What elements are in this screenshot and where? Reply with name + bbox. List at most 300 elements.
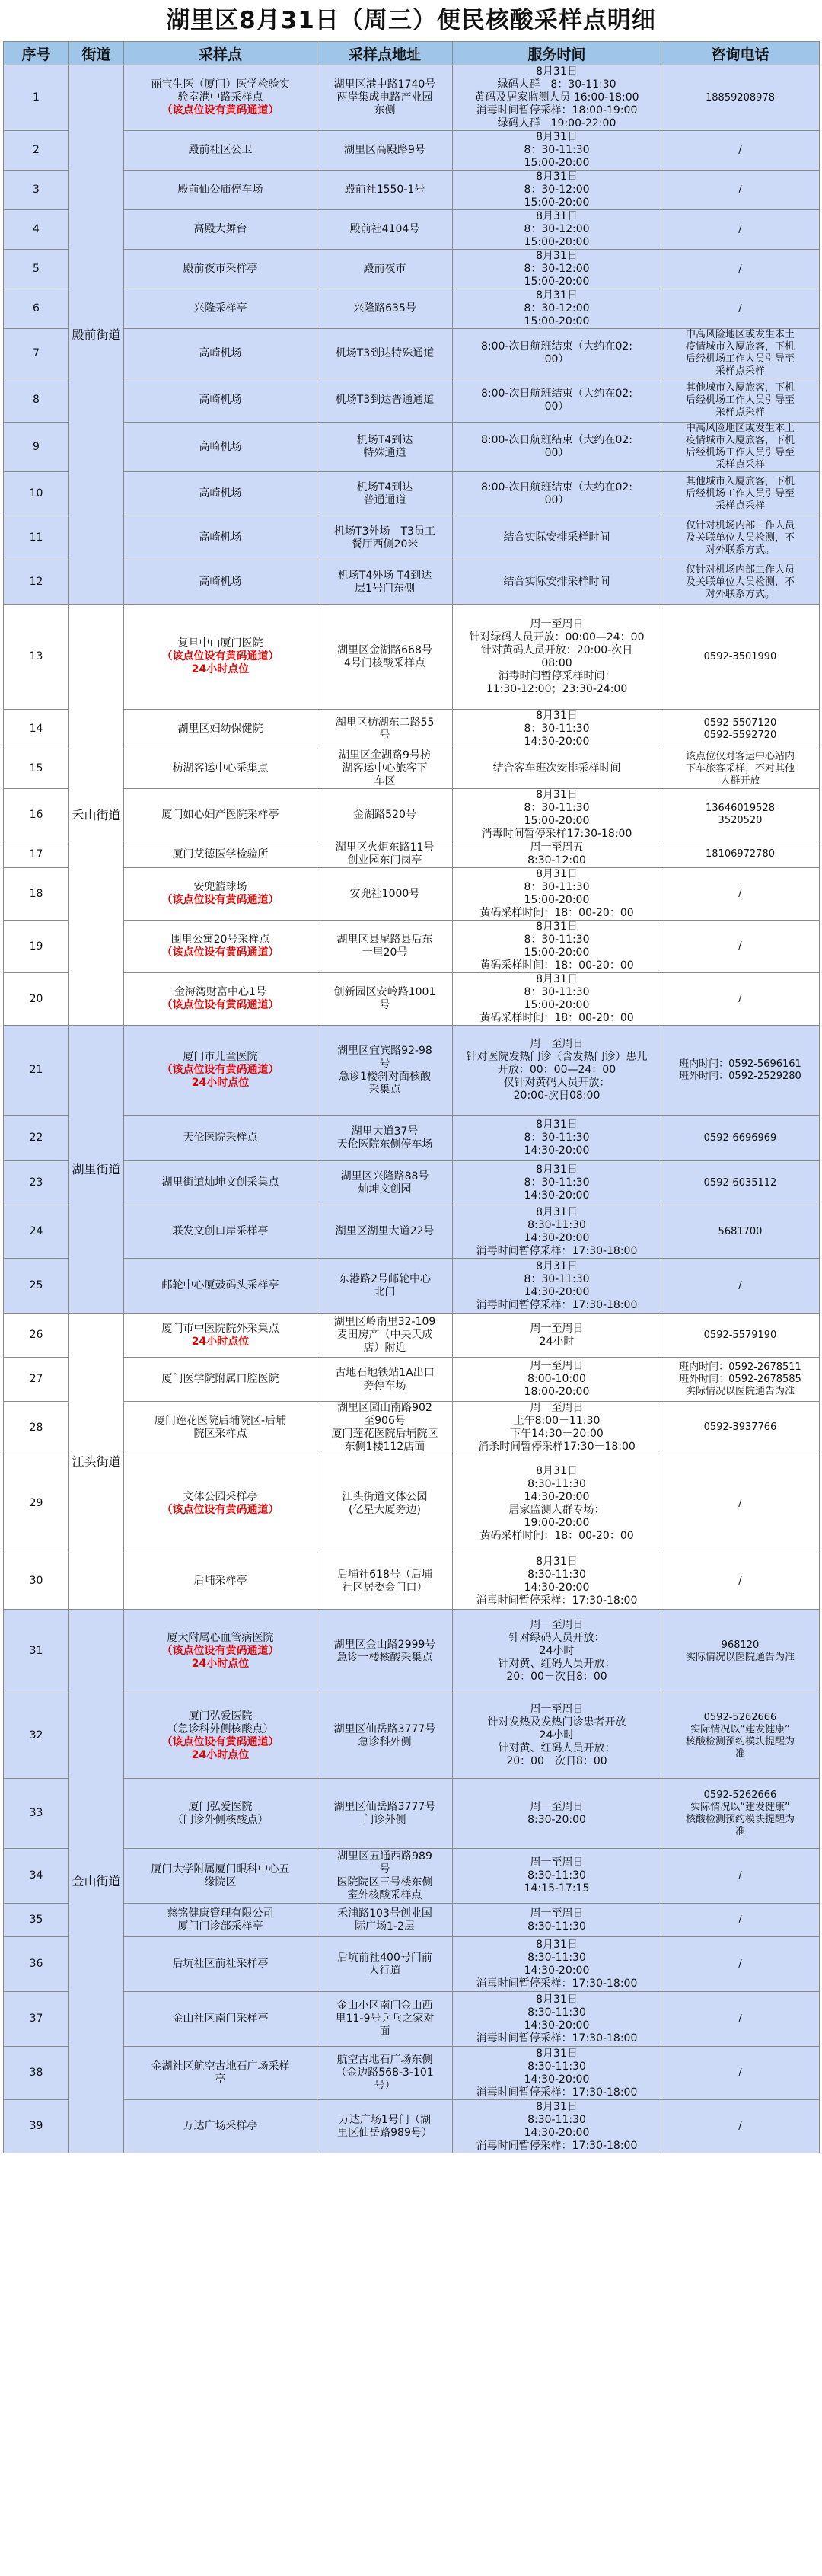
service-time-line: 8：30-11:30 <box>524 1132 590 1144</box>
table-row <box>4 1116 820 1161</box>
site-name-line: 安兜篮球场 <box>193 881 247 893</box>
address-line: 厦门莲花医院后埔院区 <box>331 1428 438 1440</box>
service-time-cell <box>453 423 661 472</box>
service-time-line: 8:30-20:00 <box>527 1813 586 1826</box>
site-highlight-note: 24小时点位 <box>191 1658 250 1670</box>
street-name: 湖里街道 <box>69 1026 124 1314</box>
site-name-line: 金湖社区航空古地石广场采样 <box>151 2060 290 2073</box>
table-row <box>4 973 820 1026</box>
table-row <box>4 560 820 605</box>
address-cell <box>317 1849 453 1904</box>
table-row <box>4 472 820 516</box>
service-time-line: 黄码采样时间：18：00-20：00 <box>480 907 634 919</box>
phone-line: 实际情况以医院通告为准 <box>685 1651 795 1663</box>
service-time-line: 8月31日 <box>536 289 578 302</box>
address-cell <box>317 789 453 841</box>
address-line: 湖里区金山路2999号 <box>333 1638 436 1651</box>
address-line: 天伦医院东侧停车场 <box>336 1138 433 1151</box>
service-time-cell <box>453 131 661 171</box>
site-name-cell <box>124 378 317 423</box>
address-line: 湖里区港中路1740号 <box>333 78 436 91</box>
phone-line: 0592-6035112 <box>703 1176 777 1189</box>
service-time-cell <box>453 841 661 868</box>
phone-cell <box>661 289 820 329</box>
site-highlight-note: （该点位设有黄码通道） <box>161 894 279 906</box>
address-line: 际广场1-2层 <box>355 1920 415 1933</box>
table-row <box>4 516 820 560</box>
phone-cell <box>661 472 820 516</box>
service-time-cell <box>453 289 661 329</box>
service-time-cell <box>453 921 661 973</box>
address-line: 创新园区安岭路1001 <box>333 986 436 998</box>
site-name-line: 厦门弘爱医院 <box>188 1709 253 1722</box>
service-time-cell <box>453 1779 661 1849</box>
phone-cell <box>661 171 820 210</box>
service-time-line: 周一至周日 <box>530 618 584 630</box>
site-name-cell <box>124 1454 317 1553</box>
service-time-line: 8:30-11:30 <box>527 2006 586 2019</box>
service-time-line: 周一至周日 <box>530 1800 584 1813</box>
row-index: 1 <box>4 65 69 131</box>
phone-line: 对外联系方式。 <box>705 544 775 556</box>
site-name-cell <box>124 65 317 131</box>
service-time-line: 周一至周日 <box>530 1907 584 1920</box>
service-time-line: 结合客车班次安排采样时间 <box>492 762 621 774</box>
service-time-line: 14:15-17:15 <box>524 1882 590 1894</box>
address-cell <box>317 1454 453 1553</box>
address-line: 禾浦路103号创业国 <box>337 1907 432 1920</box>
row-index: 11 <box>4 516 69 560</box>
row-index: 7 <box>4 329 69 378</box>
row-index: 32 <box>4 1693 69 1779</box>
phone-line: / <box>738 1497 742 1509</box>
site-name-cell <box>124 210 317 250</box>
row-index: 13 <box>4 605 69 710</box>
service-time-cell <box>453 1205 661 1259</box>
phone-line: 0592-5592720 <box>703 729 777 741</box>
table-row <box>4 423 820 472</box>
service-time-line: 14:30-20:00 <box>524 2073 590 2086</box>
table-row <box>4 1553 820 1610</box>
address-cell <box>317 2100 453 2153</box>
site-name-line: 联发文创口岸采样亭 <box>172 1225 269 1237</box>
site-highlight-note: 24小时点位 <box>191 1077 250 1089</box>
service-time-line: 15:00-20:00 <box>524 315 590 327</box>
address-cell <box>317 131 453 171</box>
phone-line: 后经机场工作人员引导至 <box>685 487 795 500</box>
address-line: 两岸集成电路产业园 <box>336 91 433 104</box>
table-row <box>4 1402 820 1454</box>
phone-line: 仅针对机场内部工作人员 <box>685 563 795 576</box>
site-highlight-note: （该点位设有黄码通道） <box>161 104 279 117</box>
address-line: 麦田房产（中央天成 <box>336 1329 433 1341</box>
address-line: 机场T4到达 <box>356 434 413 446</box>
site-name-line: 后埔采样亭 <box>193 1575 247 1587</box>
row-index: 10 <box>4 472 69 516</box>
header-phone: 咨询电话 <box>661 42 820 65</box>
service-time-line: 8月31日 <box>536 1259 578 1272</box>
service-time-line: 结合实际安排采样时间 <box>503 531 610 544</box>
row-index: 37 <box>4 1992 69 2047</box>
service-time-line: 8:00-次日航班结束（大约在02: <box>480 340 633 353</box>
address-cell <box>317 378 453 423</box>
site-name-cell <box>124 973 317 1026</box>
phone-line: 采样点采样 <box>715 365 765 377</box>
site-name-line: 厦门医学院附属口腔医院 <box>161 1373 279 1385</box>
sampling-table-wrap <box>3 41 819 2153</box>
address-cell <box>317 1779 453 1849</box>
address-line: 号 <box>379 1057 390 1070</box>
service-time-cell <box>453 1937 661 1992</box>
address-line: 面 <box>379 2025 390 2038</box>
service-time-line: 8：30-11:30 <box>524 144 590 156</box>
service-time-cell <box>453 749 661 789</box>
address-line: 湖里区高殿路9号 <box>344 144 425 156</box>
phone-cell <box>661 1992 820 2047</box>
address-line: 兴隆路635号 <box>353 302 416 314</box>
service-time-cell <box>453 789 661 841</box>
phone-cell <box>661 210 820 250</box>
table-row <box>4 868 820 921</box>
address-line: 车区 <box>374 775 396 787</box>
service-time-line: 绿码人群 19:00-22:00 <box>497 117 616 129</box>
address-cell <box>317 1116 453 1161</box>
site-name-line: 院区采样点 <box>193 1428 247 1440</box>
phone-cell <box>661 868 820 921</box>
phone-cell <box>661 378 820 423</box>
row-index: 28 <box>4 1402 69 1454</box>
service-time-line: 8：30-11:30 <box>524 986 590 998</box>
phone-line: 及关联单位人员检测，不 <box>685 531 795 544</box>
service-time-line: 14:30-20:00 <box>524 1144 590 1157</box>
site-name-cell <box>124 841 317 868</box>
site-highlight-note: 24小时点位 <box>191 1748 250 1761</box>
table-row <box>4 1779 820 1849</box>
header-address: 采样点地址 <box>317 42 453 65</box>
phone-line: 0592-3501990 <box>703 650 777 662</box>
service-time-cell <box>453 250 661 289</box>
address-line: 万达广场1号门（湖 <box>339 2113 431 2126</box>
service-time-cell <box>453 560 661 605</box>
service-time-line: 消毒时间暂停采样时间： <box>498 669 616 682</box>
service-time-line: 20：00－次日8：00 <box>506 1671 607 1683</box>
phone-line: / <box>738 2120 742 2132</box>
phone-cell <box>661 789 820 841</box>
address-line: 餐厅西侧20米 <box>351 538 419 551</box>
site-name-line: 慈铭健康管理有限公司 <box>167 1907 274 1920</box>
phone-cell <box>661 1402 820 1454</box>
service-time-line: 针对黄、红码人员开放： <box>498 1658 616 1670</box>
service-time-line: 8:30-11:30 <box>527 1920 586 1933</box>
site-name-cell <box>124 1402 317 1454</box>
service-time-line: 黄码及居家监测人员 16:00-18:00 <box>474 91 639 104</box>
site-name-line: 殿前夜市采样亭 <box>183 263 258 275</box>
service-time-line: 15:00-20:00 <box>524 946 590 959</box>
phone-cell <box>661 1026 820 1116</box>
site-name-line: 金山社区南门采样亭 <box>172 2013 269 2025</box>
service-time-cell <box>453 1116 661 1161</box>
service-time-line: 8月31日 <box>536 710 578 722</box>
street-name: 禾山街道 <box>69 605 124 1026</box>
service-time-cell <box>453 1402 661 1454</box>
service-time-line: 8月31日 <box>536 973 578 985</box>
phone-line: / <box>738 1575 742 1587</box>
row-index: 29 <box>4 1454 69 1553</box>
service-time-line: 24小时 <box>539 1335 575 1348</box>
address-cell <box>317 973 453 1026</box>
service-time-line: 开放：00：00—24：00 <box>497 1064 616 1076</box>
address-line: 后埔社618号（后埔 <box>337 1568 432 1581</box>
row-index: 33 <box>4 1779 69 1849</box>
site-name-line: 高崎机场 <box>199 487 242 500</box>
site-name-line: 邮轮中心厦鼓码头采样亭 <box>161 1279 279 1291</box>
address-line: 店）附近 <box>363 1342 406 1354</box>
site-name-cell <box>124 789 317 841</box>
address-cell <box>317 2047 453 2100</box>
site-name-cell <box>124 1553 317 1610</box>
address-line: 机场T4外场 T4到达 <box>337 569 432 582</box>
phone-line: 班内时间：0592-5696161 <box>679 1058 801 1070</box>
site-name-cell <box>124 329 317 378</box>
service-time-line: 8:30-11:30 <box>527 2113 586 2126</box>
row-index: 8 <box>4 378 69 423</box>
service-time-cell <box>453 171 661 210</box>
phone-line: / <box>738 1914 742 1926</box>
phone-line: 实际情况以医院通告为准 <box>685 1385 795 1397</box>
service-time-line: 8月31日 <box>536 1119 578 1131</box>
address-cell <box>317 710 453 749</box>
phone-cell <box>661 1553 820 1610</box>
service-time-cell <box>453 605 661 710</box>
site-highlight-note: （该点位设有黄码通道） <box>161 1645 279 1657</box>
service-time-line: 8:30-12:00 <box>527 854 586 867</box>
service-time-line: 仅针对黄码人员开放： <box>503 1077 610 1089</box>
site-name-line: 亭 <box>215 2073 226 2086</box>
service-time-line: 消毒时间暂停采样：17:30-18:00 <box>476 2086 638 2099</box>
phone-line: 后经机场工作人员引导至 <box>685 447 795 458</box>
address-cell <box>317 171 453 210</box>
service-time-line: 黄码采样时间：18：00-20：00 <box>480 959 634 972</box>
service-time-line: 8月31日 <box>536 2100 578 2113</box>
row-index: 20 <box>4 973 69 1026</box>
address-line: 北门 <box>374 1285 396 1298</box>
table-header-row <box>4 42 820 65</box>
site-name-line: 厦门艾德医学检验所 <box>172 847 269 860</box>
site-name-cell <box>124 1779 317 1849</box>
table-row <box>4 1693 820 1779</box>
site-name-cell <box>124 1314 317 1358</box>
address-line: 采集点 <box>368 1083 401 1096</box>
address-cell <box>317 921 453 973</box>
site-name-cell <box>124 1116 317 1161</box>
service-time-line: 24小时 <box>539 1729 575 1741</box>
phone-line: / <box>738 263 742 275</box>
site-name-line: 兴隆采样亭 <box>193 302 247 314</box>
address-line: 湖里区兴隆路88号 <box>340 1170 429 1183</box>
address-cell <box>317 1259 453 1314</box>
address-line: 号 <box>379 1863 390 1875</box>
phone-line: 0592-5262666 <box>703 1789 777 1801</box>
address-cell <box>317 1026 453 1116</box>
phone-line: 18106972780 <box>706 848 775 860</box>
phone-line: 核酸检测预约模块提醒为 <box>685 1735 795 1748</box>
address-line: 湖里区县尾路县后东 <box>336 934 433 946</box>
site-name-cell <box>124 1205 317 1259</box>
service-time-line: 黄码采样时间：18：00-20：00 <box>480 1012 634 1024</box>
table-row <box>4 1205 820 1259</box>
phone-line: 仅针对机场内部工作人员 <box>685 519 795 531</box>
address-line: 金湖路520号 <box>353 808 416 821</box>
table-row <box>4 1259 820 1314</box>
site-name-cell <box>124 1358 317 1402</box>
service-time-line: 8:00-次日航班结束（大约在02: <box>480 434 633 446</box>
header-index: 序号 <box>4 42 69 65</box>
site-name-cell <box>124 472 317 516</box>
phone-line: 实际情况以“建发健康” <box>690 1801 790 1813</box>
table-row <box>4 1026 820 1116</box>
address-line: 航空古地石广场东侧 <box>336 2054 433 2066</box>
row-index: 35 <box>4 1904 69 1937</box>
site-name-line: 丽宝生医（厦门）医学检验实 <box>151 78 290 91</box>
service-time-line: 8月31日 <box>536 171 578 183</box>
service-time-line: 8月31日 <box>536 1938 578 1951</box>
service-time-line: 00） <box>544 400 569 413</box>
phone-line: 班外时间：0592-2529280 <box>679 1070 801 1082</box>
service-time-cell <box>453 2047 661 2100</box>
service-time-line: 8月31日 <box>536 65 578 78</box>
phone-line: / <box>738 302 742 314</box>
phone-cell <box>661 1358 820 1402</box>
service-time-cell <box>453 1992 661 2047</box>
phone-line: / <box>738 1958 742 1970</box>
service-time-line: 14:30-20:00 <box>524 1964 590 1977</box>
site-highlight-note: （该点位设有黄码通道） <box>161 1064 279 1076</box>
phone-cell <box>661 921 820 973</box>
address-line: 号） <box>374 2080 396 2092</box>
phone-cell <box>661 250 820 289</box>
service-time-line: 消毒时间暂停采样：17:30-18:00 <box>476 1298 638 1311</box>
row-index: 2 <box>4 131 69 171</box>
phone-line: 后经机场工作人员引导至 <box>685 353 795 365</box>
service-time-line: 周一至周日 <box>530 1703 584 1716</box>
site-name-line: 高崎机场 <box>199 531 242 544</box>
address-line: 机场T3到达普通通道 <box>335 394 435 406</box>
site-name-cell <box>124 868 317 921</box>
site-name-cell <box>124 1849 317 1904</box>
address-cell <box>317 1904 453 1937</box>
service-time-line: 14:30-20:00 <box>524 2126 590 2139</box>
service-time-cell <box>453 329 661 378</box>
site-name-line: 高崎机场 <box>199 346 242 359</box>
service-time-line: 11:30-12:00；23:30-24:00 <box>486 682 628 695</box>
site-highlight-note: （该点位设有黄码通道） <box>161 999 279 1011</box>
phone-line: 对外联系方式。 <box>705 588 775 600</box>
site-name-line: 厦门大学附属厦门眼科中心五 <box>151 1863 290 1875</box>
service-time-line: 8：30-11:30 <box>524 802 590 814</box>
service-time-line: 8：30-11:30 <box>524 1272 590 1285</box>
address-cell <box>317 560 453 605</box>
site-highlight-note: （该点位设有黄码通道） <box>161 1735 279 1748</box>
site-name-line: （急诊科外侧核酸点） <box>167 1722 274 1735</box>
service-time-line: 15:00-20:00 <box>524 276 590 288</box>
service-time-line: 8月31日 <box>536 1205 578 1218</box>
row-index: 34 <box>4 1849 69 1904</box>
address-line: 社区居委会门口） <box>342 1581 428 1594</box>
address-cell <box>317 250 453 289</box>
phone-cell <box>661 516 820 560</box>
service-time-cell <box>453 1454 661 1553</box>
phone-cell <box>661 1161 820 1205</box>
row-index: 22 <box>4 1116 69 1161</box>
phone-line: / <box>738 940 742 952</box>
address-line: 湖里区岭南里32-109 <box>333 1316 436 1328</box>
phone-line: 5681700 <box>718 1225 763 1237</box>
service-time-cell <box>453 1553 661 1610</box>
service-time-cell <box>453 210 661 250</box>
address-line: 古地石地铁站1A出口 <box>335 1366 435 1379</box>
phone-line: 该点位仅对客运中心站内 <box>685 750 795 762</box>
address-cell <box>317 472 453 516</box>
site-name-cell <box>124 921 317 973</box>
phone-line: 人群开放 <box>720 774 760 787</box>
address-line: 旁停车场 <box>363 1379 406 1392</box>
address-line: 急诊一楼核酸采集点 <box>336 1651 433 1664</box>
service-time-line: 20：00－次日8：00 <box>506 1755 607 1767</box>
address-line: 湖里区金湖路9号枋 <box>339 749 431 761</box>
table-row <box>4 789 820 841</box>
service-time-line: 周一至周日 <box>530 1322 584 1335</box>
site-name-line: 后坑社区前社采样亭 <box>172 1958 269 1970</box>
service-time-line: 8月31日 <box>536 868 578 880</box>
address-line: 殿前夜市 <box>363 263 406 275</box>
row-index: 12 <box>4 560 69 605</box>
service-time-line: 消毒时间暂停采样：18:00-19:00 <box>476 104 638 117</box>
service-time-cell <box>453 710 661 749</box>
service-time-line: 18:00-20:00 <box>524 1386 590 1398</box>
phone-cell <box>661 131 820 171</box>
service-time-line: 14:30-20:00 <box>524 1285 590 1298</box>
service-time-line: 8:30-11:30 <box>527 1869 586 1882</box>
address-cell <box>317 65 453 131</box>
phone-cell <box>661 65 820 131</box>
phone-line: 中高风险地区或发生本土 <box>685 329 795 340</box>
table-row <box>4 841 820 868</box>
phone-line: / <box>738 888 742 899</box>
address-line: 机场T3到达特殊通道 <box>335 346 435 359</box>
table-row <box>4 65 820 131</box>
address-line: 湖里区园山南路902 <box>337 1402 432 1414</box>
service-time-cell <box>453 973 661 1026</box>
phone-cell <box>661 1116 820 1161</box>
header-site: 采样点 <box>124 42 317 65</box>
site-name-line: （门诊外侧核酸点） <box>172 1813 269 1826</box>
phone-line: 0592-5262666 <box>703 1711 777 1723</box>
site-name-cell <box>124 605 317 710</box>
table-row <box>4 1849 820 1904</box>
phone-line: / <box>738 184 742 196</box>
phone-line: 下车旅客采样，不对其他 <box>685 762 795 774</box>
row-index: 4 <box>4 210 69 250</box>
address-line: （金边路568-3-101 <box>336 2067 434 2079</box>
table-row <box>4 1454 820 1553</box>
phone-cell <box>661 973 820 1026</box>
address-cell <box>317 289 453 329</box>
street-name: 江头街道 <box>69 1314 124 1610</box>
table-row <box>4 1904 820 1937</box>
row-index: 24 <box>4 1205 69 1259</box>
address-line: 里11-9号乒乓之家对 <box>335 2013 435 2025</box>
address-line: 湖客运中心旅客下 <box>342 762 428 774</box>
